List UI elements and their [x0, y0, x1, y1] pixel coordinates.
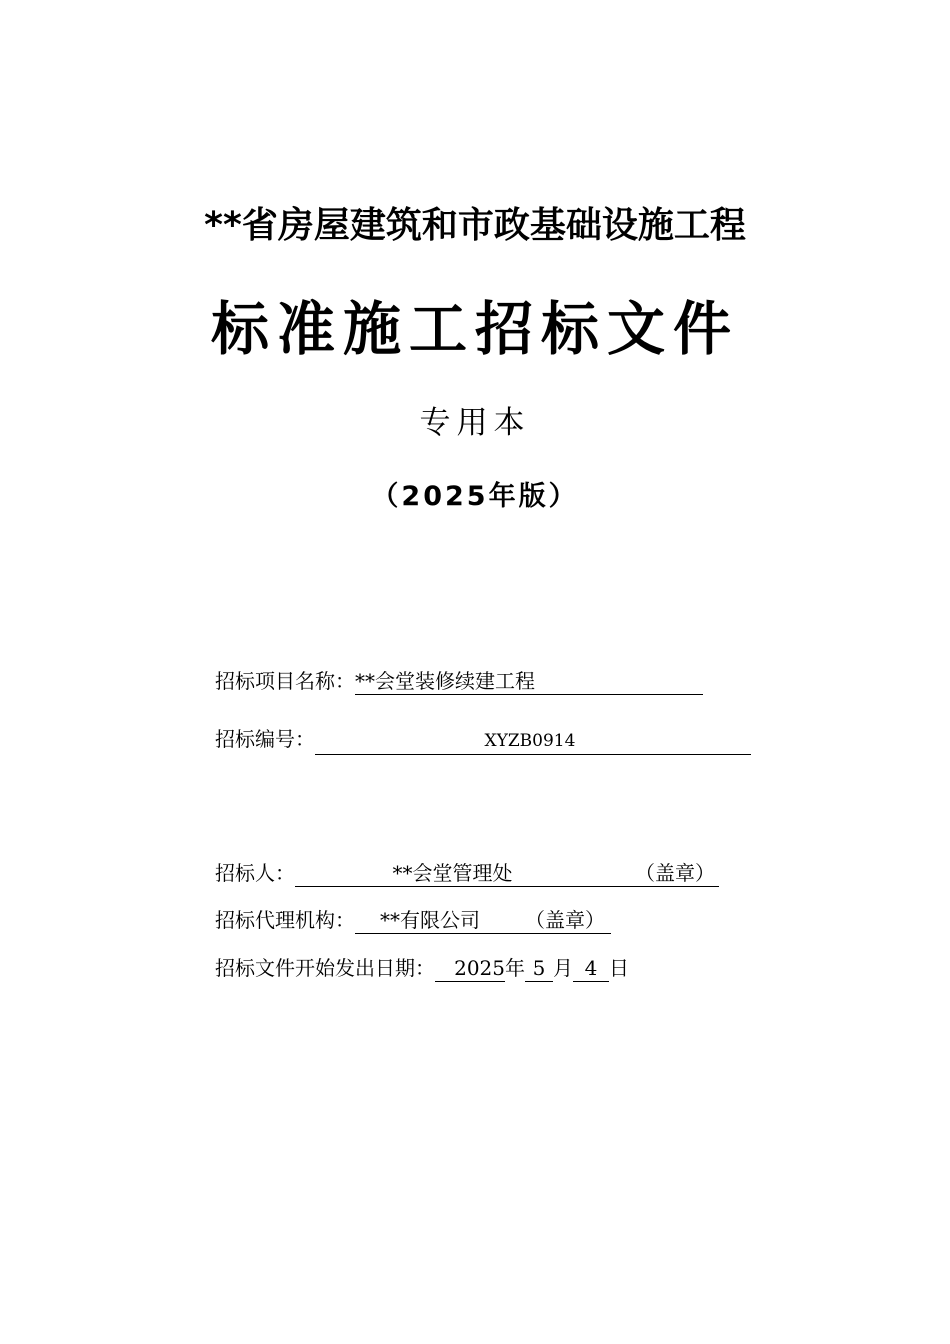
cover-title-line2: 标准施工招标文件 — [210, 295, 739, 363]
bid-number-value: XYZB0914 — [484, 731, 576, 751]
issue-day: 4 — [573, 955, 609, 982]
agent-field — [355, 907, 611, 934]
agent-row — [215, 905, 611, 935]
bid-number-label: 招标编号： — [215, 727, 315, 751]
edition-year: （2025年版） — [371, 481, 579, 512]
month-unit: 月 — [553, 956, 573, 980]
tenderer-value: **会堂管理处 — [392, 861, 513, 885]
project-name-value: **会堂装修续建工程 — [355, 668, 703, 695]
year-unit: 年 — [505, 956, 525, 980]
bid-number-field — [315, 728, 751, 755]
cover-title-line1: **省房屋建筑和市政基础设施工程 — [204, 205, 746, 246]
issue-year: 2025 — [435, 955, 505, 982]
day-unit: 日 — [609, 956, 629, 980]
bid-number-row — [215, 724, 751, 755]
tenderer-seal: （盖章） — [635, 861, 715, 885]
project-name-label: 招标项目名称： — [215, 669, 355, 693]
agent-value: **有限公司 — [380, 908, 480, 932]
project-name-row — [215, 666, 703, 696]
tenderer-field — [295, 860, 719, 887]
issue-month: 5 — [525, 955, 553, 982]
issue-date-row — [215, 953, 629, 983]
agent-label: 招标代理机构： — [215, 908, 355, 932]
issue-date-label: 招标文件开始发出日期： — [215, 956, 435, 980]
agent-seal: （盖章） — [525, 908, 605, 932]
tenderer-label: 招标人： — [215, 861, 295, 885]
tenderer-row — [215, 858, 719, 888]
edition-type: 专用本 — [419, 405, 531, 441]
